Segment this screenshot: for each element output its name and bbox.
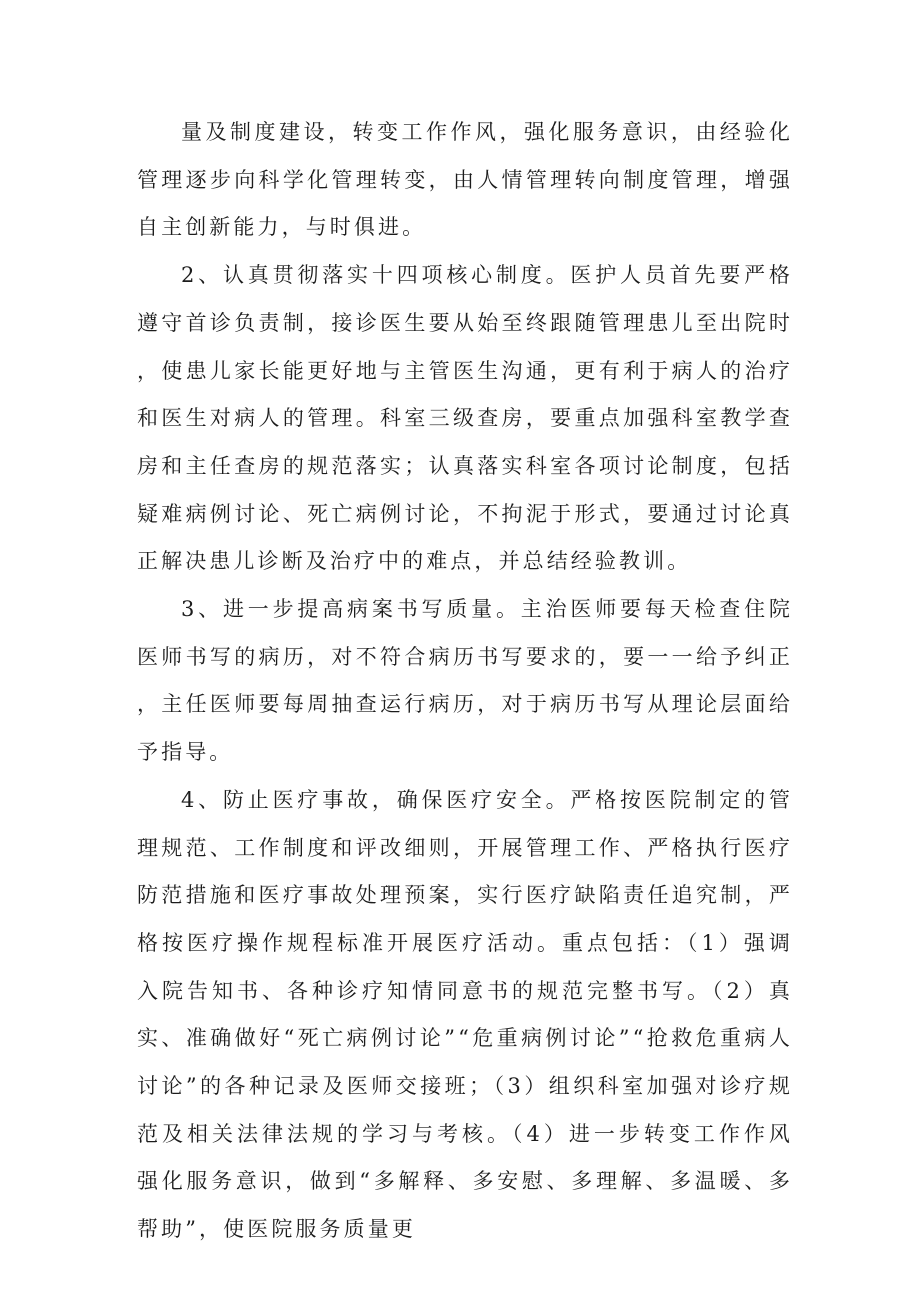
document-body [137,109,793,1254]
paragraph-item-3: 3、进一步提高病案书写质量。主治医师要每天检查住院医师书写的病历，对不符合病历书写要求的，要一一给予纠正，主任医师要每周抽查运行病历，对于病历书写从理论层面给予指导。 [137,597,793,765]
paragraph-item-4: 4、防止医疗事故，确保医疗安全。严格按医院制定的管理规范、工作制度和评改细则，开展管理工作、严格执行医疗防范措施和医疗事故处理预案，实行医疗缺陷责任追究制，严格按医疗操作规程标准开展医疗活动。重点包括：（1）强调入院告知书、各种诊疗知情同意书的规范完整书写。（2）真实、准确做好“死亡病例讨论”“危重病例讨论”“抢救危重病人讨论”的各种记录及医师交接班；（3）组织科室加强对诊疗规范及相关法律法规的学习与考核。（4）进一步转变工作作风强化服务意识，做到“多解释、多安慰、多理解、多温暖、多帮助”，使医院服务质量更 [137,787,793,1242]
paragraph-continuation: 量及制度建设，转变工作作风，强化服务意识，由经验化管理逐步向科学化管理转变，由人情管理转向制度管理，增强自主创新能力，与时俱进。 [137,120,793,240]
paragraph-item-2: 2、认真贯彻落实十四项核心制度。医护人员首先要严格遵守首诊负责制，接诊医生要从始至终跟随管理患儿至出院时，使患儿家长能更好地与主管医生沟通，更有利于病人的治疗和医生对病人的管理。科室三级查房，要重点加强科室教学查房和主任查房的规范落实；认真落实科室各项讨论制度，包括疑难病例讨论、死亡病例讨论，不拘泥于形式，要通过讨论真正解决患儿诊断及治疗中的难点，并总结经验教训。 [137,263,793,574]
